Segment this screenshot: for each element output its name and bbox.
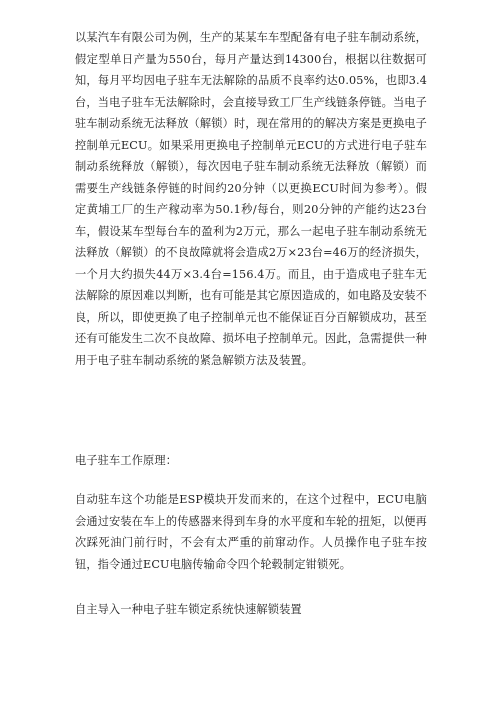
- body-paragraph-cost-analysis: 以某汽车有限公司为例，生产的某某车车型配备有电子驻车制动系统，假定型单日产量为550台，每月产量达到14300台，根据以往数据可知，每月平均因电子驻车无法解除的品质不良率约达0.05%，也即3.4台，当电子驻车无法解除时，会直接导致工厂生产线链条停链。当电子驻车制动系统无法释放（解锁）时，现在常用的的解决方案是更换电子控制单元ECU。如果采用更换电子控制单元ECU的方式进行电子驻车制动系统释放（解锁），每次因电子驻车制动系统无法释放（解锁）而需要生产线链条停链的时间约20分钟（以更换ECU时间为参考）。假定黄埔工厂的生产稼动率为50.1秒/每台，则20分钟的产能约达23台车，假设某车型每台车的盈利为2万元，那么一起电子驻车制动系统无法释放（解锁）的不良故障就将会造成2万×23台=46万的经济损失，一个月大约损失44万×3.4台=156.4万。而且，由于造成电子驻车无法解除的原因难以判断，也有可能是其它原因造成的，如电路及安装不良，所以，即使更换了电子控制单元也不能保证百分百解锁成功，甚至还有可能发生二次不良故障、损坏电子控制单元。因此，急需提供一种用于电子驻车制动系统的紧急解锁方法及装置。: [75, 31, 427, 367]
- section-heading-quick-unlock-device: 自主导入一种电子驻车锁定系统快速解锁装置: [75, 603, 302, 616]
- section-heading-working-principle: 电子驻车工作原理：: [75, 454, 178, 467]
- body-paragraph-working-principle: 自动驻车这个功能是ESP模块开发而来的，在这个过程中，ECU电脑会通过安装在车上的传感器来得到车身的水平度和车轮的扭矩，以便再次踩死油门前行时，不会有太严重的前窜动作。人员操作电子驻车按钮，指令通过ECU电脑传输命令四个轮毂制定钳锁死。: [75, 493, 427, 571]
